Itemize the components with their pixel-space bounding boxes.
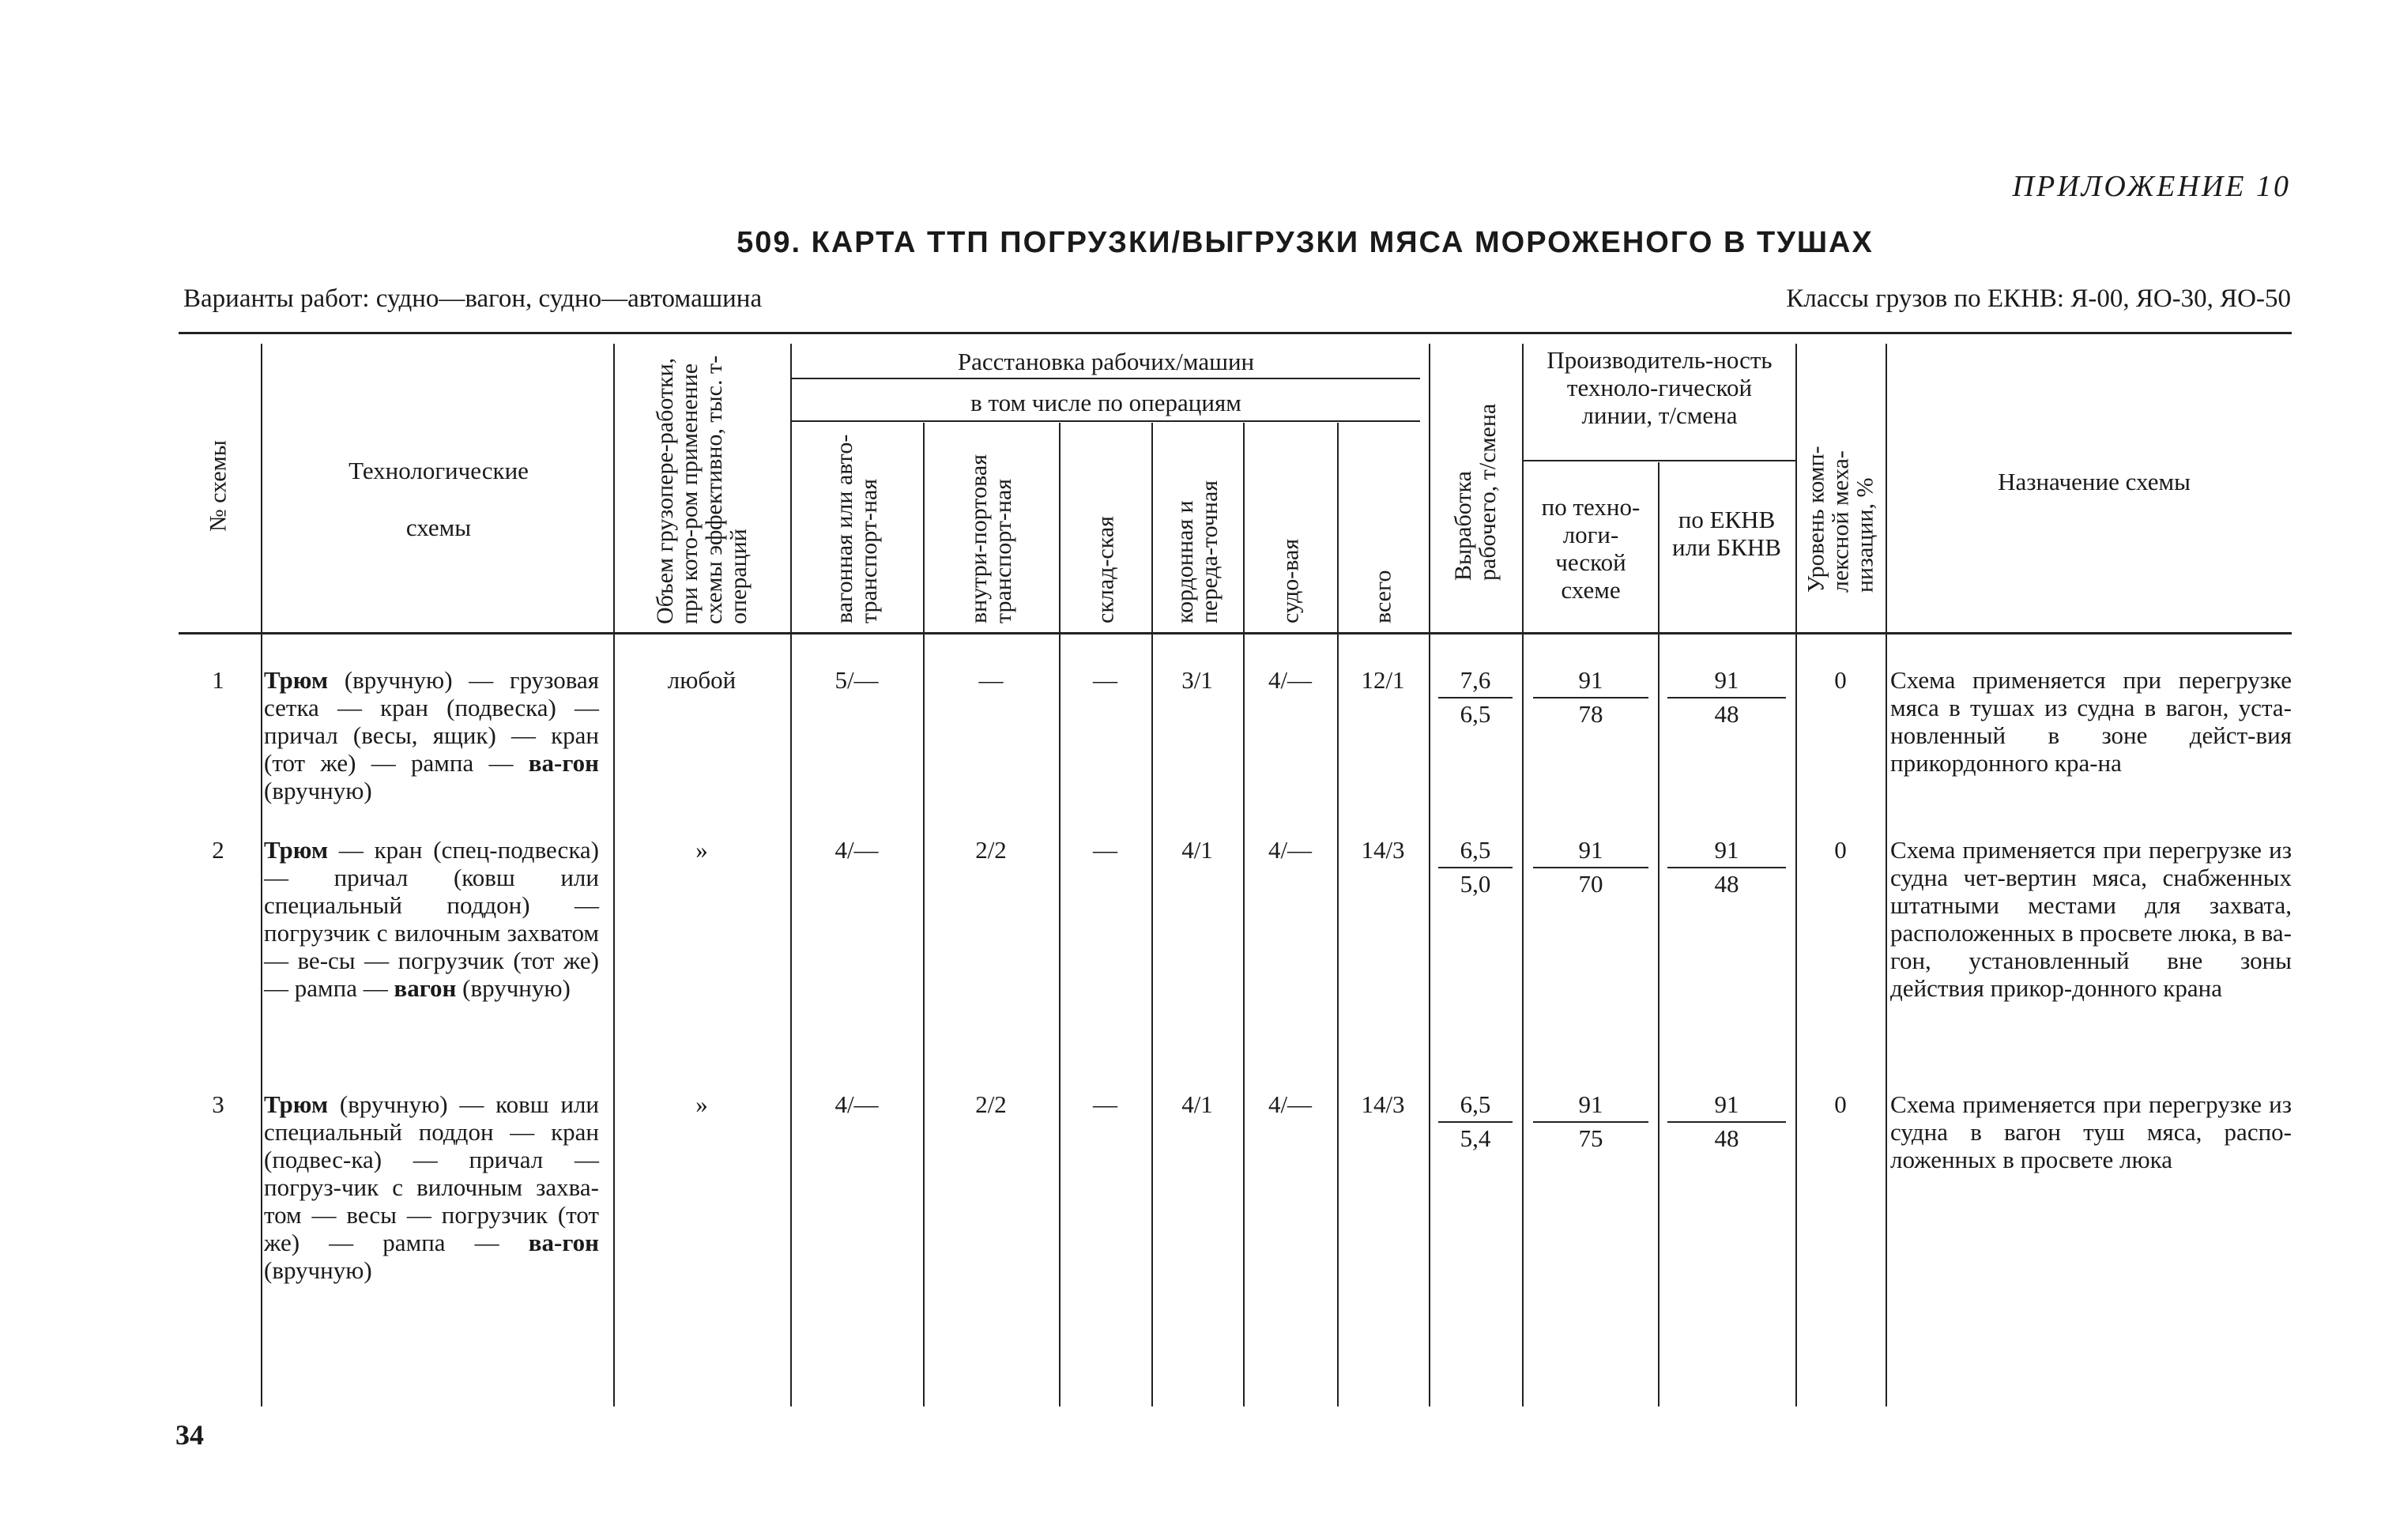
scheme-text: (вручную) — ковш или специальный поддон — кран (подвес-ка) — причал — погруз-чик с вилочным захва-том — весы — погрузчик (тот же) — рампа —	[264, 1090, 599, 1256]
op-warehouse-value: —	[1093, 836, 1117, 864]
mech-level-value: 0	[1834, 666, 1847, 694]
header-mech-level: Уровень комп-лексной меха-низации, %	[1803, 446, 1878, 593]
productivity-rule	[1524, 460, 1795, 461]
output-numerator: 6,5	[1460, 836, 1491, 864]
op-wagon-value: 4/—	[834, 836, 879, 864]
eknv-numerator: 91	[1714, 836, 1739, 864]
output-denominator: 5,4	[1460, 1124, 1491, 1152]
header-placement: Расстановка рабочих/машин	[957, 348, 1255, 375]
header-by-eknv: по ЕКНВ или БКНВ	[1672, 506, 1781, 561]
mech-level-value: 0	[1834, 836, 1847, 864]
volume-value: любой	[667, 666, 737, 694]
output-numerator: 6,5	[1460, 1090, 1491, 1118]
op-wagon-value: 4/—	[834, 1090, 879, 1118]
op-ship-value: 4/—	[1268, 1090, 1313, 1118]
fraction-output	[1438, 836, 1513, 898]
op-warehouse-value: —	[1093, 1090, 1117, 1118]
eknv-numerator: 91	[1714, 666, 1739, 694]
header-op-total: всего	[1369, 570, 1396, 623]
op-total-value: 12/1	[1361, 666, 1405, 694]
table-top-rule	[179, 332, 2292, 334]
scheme-description	[264, 1090, 599, 1284]
header-volume: Объем грузопере-работки, при кото-ром применение схемы эффективно, тыс. т-операций	[652, 355, 752, 624]
header-by-operation: в том числе по операциям	[970, 389, 1241, 416]
operations-rule	[792, 420, 1420, 422]
scheme-keyword: Трюм	[264, 1090, 329, 1118]
eknv-denominator: 48	[1714, 1124, 1739, 1152]
op-ship-value: 4/—	[1268, 836, 1313, 864]
scheme-keyword: вагон	[394, 974, 457, 1002]
fraction-bar	[1438, 867, 1513, 868]
scheme-keyword: Трюм	[264, 836, 329, 864]
op-internal-value: 2/2	[975, 836, 1007, 864]
header-output: Выработка рабочего, т/смена	[1450, 403, 1501, 581]
header-bottom-rule	[179, 632, 2292, 634]
mech-level-value: 0	[1834, 1090, 1847, 1118]
op-cordon-value: 3/1	[1181, 666, 1213, 694]
col-divider	[261, 344, 262, 1406]
fraction-bar	[1438, 697, 1513, 698]
placement-rule	[792, 378, 1420, 379]
volume-value: »	[695, 1090, 708, 1118]
col-divider	[1886, 344, 1887, 1406]
op-cordon-value: 4/1	[1181, 1090, 1213, 1118]
eknv-numerator: 91	[1714, 1090, 1739, 1118]
fraction-bar	[1533, 867, 1648, 868]
op-internal-value: —	[978, 666, 1004, 694]
volume-value: »	[695, 836, 708, 864]
op-total-value: 14/3	[1361, 1090, 1405, 1118]
output-numerator: 7,6	[1460, 666, 1491, 694]
col-divider	[1658, 462, 1660, 1406]
fraction-output	[1438, 1090, 1513, 1152]
header-op-warehouse: склад-ская	[1092, 516, 1118, 623]
scheme-denominator: 70	[1578, 870, 1603, 898]
op-total-value: 14/3	[1361, 836, 1405, 864]
header-tech-schemes: Технологические схемы	[348, 457, 529, 541]
scheme-keyword: ва-гон	[528, 1229, 599, 1256]
scheme-text: — кран (спец-подвеска) — причал (ковш или специальный поддон) — погрузчик с вилочным захватом — ве-сы — погрузчик (тот же) — рампа —	[264, 836, 599, 1002]
header-op-internal: внутри-портовая транспорт-ная	[966, 454, 1016, 623]
header-productivity: Производитель-ность техноло-гической линии, т/смена	[1547, 346, 1773, 429]
op-wagon-value: 5/—	[834, 666, 879, 694]
op-cordon-value: 4/1	[1181, 836, 1213, 864]
header-op-wagon: вагонная или авто-транспорт-ная	[831, 434, 882, 623]
scheme-number: 2	[212, 836, 224, 864]
page-title: 509. КАРТА ТТП ПОГРУЗКИ/ВЫГРУЗКИ МЯСА МОРОЖЕНОГО В ТУШАХ	[737, 226, 1874, 259]
scheme-numerator: 91	[1578, 836, 1603, 864]
eknv-denominator: 48	[1714, 870, 1739, 898]
scheme-numerator: 91	[1578, 666, 1603, 694]
fraction-bar	[1438, 1121, 1513, 1123]
output-denominator: 5,0	[1460, 870, 1491, 898]
header-by-scheme: по техно-логи-ческой схеме	[1541, 493, 1641, 604]
scheme-keyword: Трюм	[264, 666, 329, 694]
scheme-denominator: 75	[1578, 1124, 1603, 1152]
fraction-bar	[1667, 697, 1786, 698]
scheme-number: 1	[212, 666, 224, 694]
header-scheme-no: № схемы	[205, 440, 232, 532]
fraction-eknv	[1667, 836, 1786, 898]
header-purpose: Назначение схемы	[1998, 468, 2191, 495]
header-op-ship: судо-вая	[1277, 538, 1303, 623]
scheme-text: (вручную) — грузовая сетка — кран (подвеска) — причал (весы, ящик) — кран (тот же) — рампа —	[264, 666, 599, 777]
op-warehouse-value: —	[1093, 666, 1117, 694]
fraction-bar	[1667, 1121, 1786, 1123]
scheme-purpose: Схема применяется при перегрузке из судна в вагон туш мяса, распо-ложенных в просвете люка	[1890, 1090, 2292, 1173]
scheme-denominator: 78	[1578, 700, 1603, 728]
header-op-cordon: кордонная и переда-точная	[1172, 480, 1223, 623]
work-variants: Варианты работ: судно—вагон, судно—автомашина	[183, 284, 763, 313]
page-number: 34	[175, 1419, 204, 1451]
scheme-description	[264, 666, 599, 804]
fraction-scheme	[1533, 836, 1648, 898]
scheme-description	[264, 836, 599, 1002]
scheme-purpose: Схема применяется при перегрузке из судна чет-вертин мяса, снабженных штатными местами для захвата, расположенных в просвете люка, в ва-гон, установленный вне зоны действия прикор-донного крана	[1890, 836, 2292, 1002]
fraction-bar	[1533, 1121, 1648, 1123]
appendix-label: ПРИЛОЖЕНИЕ 10	[2012, 170, 2291, 203]
cargo-classes: Классы грузов по ЕКНВ: Я-00, ЯО-30, ЯО-50	[1786, 284, 2291, 313]
op-internal-value: 2/2	[975, 1090, 1007, 1118]
scheme-text: (вручную)	[264, 1256, 372, 1284]
col-divider	[1522, 344, 1524, 1406]
eknv-denominator: 48	[1714, 700, 1739, 728]
fraction-scheme	[1533, 666, 1648, 728]
fraction-eknv	[1667, 666, 1786, 728]
scheme-keyword: ва-гон	[528, 749, 599, 777]
scheme-numerator: 91	[1578, 1090, 1603, 1118]
fraction-scheme	[1533, 1090, 1648, 1152]
output-denominator: 6,5	[1460, 700, 1491, 728]
op-ship-value: 4/—	[1268, 666, 1313, 694]
scheme-text: (вручную)	[264, 777, 372, 804]
fraction-bar	[1533, 697, 1648, 698]
scheme-text: (вручную)	[456, 974, 571, 1002]
scheme-number: 3	[212, 1090, 224, 1118]
fraction-eknv	[1667, 1090, 1786, 1152]
col-divider	[613, 344, 615, 1406]
fraction-output	[1438, 666, 1513, 728]
scheme-purpose: Схема применяется при перегрузке мяса в тушах из судна в вагон, уста-новленный в зоне дейст-вия прикордонного кра-на	[1890, 666, 2292, 777]
fraction-bar	[1667, 867, 1786, 868]
